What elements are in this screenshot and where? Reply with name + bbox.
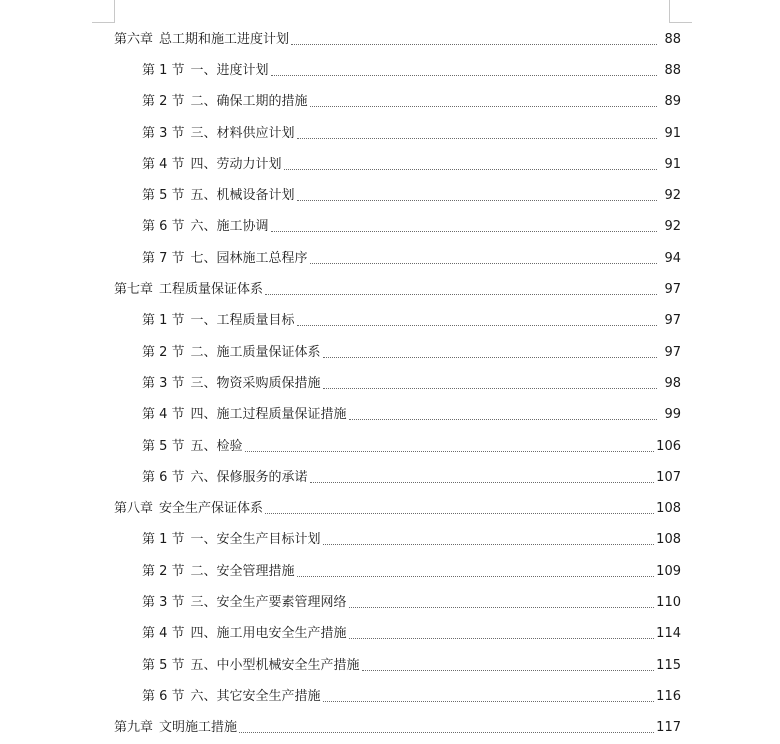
toc-dot-leader — [265, 513, 654, 514]
toc-entry-number: 第八章 — [114, 501, 154, 517]
toc-page-number: 98 — [664, 375, 681, 391]
toc-section-entry[interactable] — [0, 681, 780, 712]
toc-page-number: 91 — [664, 156, 681, 172]
toc-entry-title: 一、安全生产目标计划 — [190, 532, 321, 548]
toc-entry-line — [142, 251, 780, 267]
toc-page-number: 115 — [656, 657, 681, 673]
toc-entry-line — [142, 658, 780, 674]
toc-entry-number: 第九章 — [114, 720, 154, 736]
toc-entry-label — [142, 564, 295, 580]
toc-entry-number: 第 2 节 — [142, 94, 185, 110]
toc-entry-number: 第 1 节 — [142, 62, 185, 78]
toc-entry-title: 五、中小型机械安全生产措施 — [190, 657, 360, 673]
toc-entry-title: 四、施工过程质量保证措施 — [190, 407, 347, 423]
toc-entry-line — [142, 407, 780, 423]
toc-section-entry[interactable] — [0, 368, 780, 399]
toc-entry-number: 第 3 节 — [142, 594, 185, 610]
toc-dot-leader — [271, 75, 657, 76]
toc-dot-leader — [271, 231, 657, 232]
toc-entry-number: 第 5 节 — [142, 657, 185, 673]
toc-entry-title: 四、劳动力计划 — [190, 156, 282, 172]
toc-section-entry[interactable] — [0, 650, 780, 681]
toc-chapter-entry[interactable] — [0, 24, 780, 55]
toc-dot-leader — [291, 44, 657, 45]
toc-page-number: 106 — [656, 438, 681, 454]
toc-dot-leader — [310, 482, 655, 483]
table-of-contents — [0, 24, 780, 744]
toc-page-number: 99 — [664, 407, 681, 423]
toc-entry-number: 第 4 节 — [142, 407, 185, 423]
toc-dot-leader — [310, 106, 657, 107]
toc-entry-title: 总工期和施工进度计划 — [159, 31, 290, 47]
toc-page-number: 97 — [664, 282, 681, 298]
toc-entry-line — [142, 564, 780, 580]
toc-entry-line — [142, 345, 780, 361]
toc-section-entry[interactable] — [0, 55, 780, 86]
toc-page-number: 88 — [664, 31, 681, 47]
toc-entry-title: 五、检验 — [190, 438, 243, 454]
toc-entry-line — [142, 626, 780, 642]
toc-entry-line — [114, 32, 780, 48]
toc-entry-number: 第 2 节 — [142, 563, 185, 579]
toc-entry-label — [142, 157, 282, 173]
toc-page-number: 117 — [656, 720, 681, 736]
toc-page-number: 116 — [656, 688, 681, 704]
toc-entry-line — [142, 470, 780, 486]
toc-page-number: 107 — [656, 469, 681, 485]
toc-entry-line — [142, 63, 780, 79]
toc-entry-line — [142, 532, 780, 548]
toc-dot-leader — [362, 670, 655, 671]
toc-entry-number: 第 6 节 — [142, 688, 185, 704]
toc-dot-leader — [323, 357, 657, 358]
toc-entry-number: 第 5 节 — [142, 438, 185, 454]
toc-dot-leader — [239, 732, 654, 733]
toc-entry-line — [114, 282, 780, 298]
toc-page-number: 110 — [656, 594, 681, 610]
toc-section-entry[interactable] — [0, 243, 780, 274]
toc-entry-label — [142, 689, 321, 705]
toc-entry-line — [142, 219, 780, 235]
toc-page-number: 108 — [656, 501, 681, 517]
toc-entry-line — [142, 376, 780, 392]
toc-section-entry[interactable] — [0, 306, 780, 337]
toc-entry-line — [142, 595, 780, 611]
toc-entry-title: 三、材料供应计划 — [190, 125, 295, 141]
toc-entry-label — [142, 439, 243, 455]
toc-dot-leader — [297, 138, 657, 139]
toc-dot-leader — [297, 325, 657, 326]
toc-section-entry[interactable] — [0, 525, 780, 556]
toc-page-number: 89 — [664, 94, 681, 110]
toc-dot-leader — [323, 701, 655, 702]
toc-entry-title: 一、进度计划 — [190, 62, 269, 78]
toc-entry-label — [142, 626, 347, 642]
toc-dot-leader — [349, 638, 655, 639]
margin-corner-mark-right — [669, 0, 692, 23]
toc-dot-leader — [310, 263, 657, 264]
toc-dot-leader — [297, 200, 657, 201]
toc-entry-label — [142, 658, 360, 674]
toc-page-number: 92 — [664, 188, 681, 204]
toc-entry-label — [142, 407, 347, 423]
toc-section-entry[interactable] — [0, 462, 780, 493]
toc-entry-number: 第七章 — [114, 282, 154, 298]
toc-page-number: 97 — [664, 344, 681, 360]
margin-corner-mark-left — [92, 0, 115, 23]
toc-entry-label — [142, 188, 295, 204]
toc-entry-title: 四、施工用电安全生产措施 — [190, 626, 347, 642]
toc-entry-line — [142, 94, 780, 110]
toc-page-number: 91 — [664, 125, 681, 141]
toc-dot-leader — [297, 576, 655, 577]
toc-page-number: 92 — [664, 219, 681, 235]
toc-entry-number: 第 4 节 — [142, 156, 185, 172]
toc-entry-number: 第 6 节 — [142, 219, 185, 235]
toc-entry-label — [142, 532, 321, 548]
toc-section-entry[interactable] — [0, 212, 780, 243]
toc-entry-number: 第 3 节 — [142, 375, 185, 391]
toc-page-number: 108 — [656, 532, 681, 548]
toc-entry-number: 第 1 节 — [142, 313, 185, 329]
toc-page-number: 114 — [656, 626, 681, 642]
toc-entry-title: 工程质量保证体系 — [159, 282, 264, 298]
toc-entry-label — [142, 470, 308, 486]
toc-entry-number: 第 6 节 — [142, 469, 185, 485]
toc-entry-label — [142, 94, 308, 110]
toc-section-entry[interactable] — [0, 400, 780, 431]
toc-entry-line — [142, 313, 780, 329]
toc-entry-title: 二、确保工期的措施 — [190, 94, 308, 110]
toc-entry-line — [142, 157, 780, 173]
toc-entry-title: 文明施工措施 — [159, 720, 238, 736]
toc-entry-number: 第 4 节 — [142, 626, 185, 642]
toc-entry-title: 二、安全管理措施 — [190, 563, 295, 579]
toc-page-number: 109 — [656, 563, 681, 579]
toc-entry-title: 安全生产保证体系 — [159, 501, 264, 517]
toc-chapter-entry[interactable] — [0, 713, 780, 744]
toc-dot-leader — [323, 388, 657, 389]
toc-section-entry[interactable] — [0, 180, 780, 211]
toc-entry-number: 第 7 节 — [142, 250, 185, 266]
toc-section-entry[interactable] — [0, 337, 780, 368]
toc-entry-label — [142, 345, 321, 361]
toc-dot-leader — [265, 294, 657, 295]
toc-section-entry[interactable] — [0, 556, 780, 587]
toc-chapter-entry[interactable] — [0, 274, 780, 305]
toc-entry-label — [114, 282, 263, 298]
toc-entry-title: 七、园林施工总程序 — [190, 250, 308, 266]
toc-entry-title: 一、工程质量目标 — [190, 313, 295, 329]
toc-section-entry[interactable] — [0, 149, 780, 180]
toc-entry-line — [142, 126, 780, 142]
toc-entry-label — [114, 501, 263, 517]
toc-entry-label — [142, 219, 269, 235]
toc-entry-line — [142, 188, 780, 204]
toc-entry-number: 第 5 节 — [142, 188, 185, 204]
toc-entry-title: 三、安全生产要素管理网络 — [190, 594, 347, 610]
toc-dot-leader — [323, 544, 655, 545]
toc-entry-number: 第 2 节 — [142, 344, 185, 360]
toc-entry-label — [142, 376, 321, 392]
toc-entry-number: 第 3 节 — [142, 125, 185, 141]
toc-section-entry[interactable] — [0, 431, 780, 462]
toc-page-number: 94 — [664, 250, 681, 266]
toc-entry-number: 第 1 节 — [142, 532, 185, 548]
toc-entry-label — [142, 313, 295, 329]
toc-page-number: 88 — [664, 62, 681, 78]
toc-section-entry[interactable] — [0, 619, 780, 650]
toc-entry-line — [114, 720, 780, 736]
toc-entry-label — [142, 126, 295, 142]
toc-entry-label — [142, 251, 308, 267]
toc-entry-label — [114, 32, 289, 48]
toc-section-entry[interactable] — [0, 87, 780, 118]
toc-entry-title: 三、物资采购质保措施 — [190, 375, 321, 391]
toc-dot-leader — [284, 169, 657, 170]
toc-entry-label — [142, 63, 269, 79]
toc-chapter-entry[interactable] — [0, 493, 780, 524]
toc-section-entry[interactable] — [0, 118, 780, 149]
toc-entry-label — [114, 720, 237, 736]
toc-dot-leader — [349, 607, 655, 608]
toc-dot-leader — [349, 419, 657, 420]
toc-entry-title: 二、施工质量保证体系 — [190, 344, 321, 360]
toc-page-number: 97 — [664, 313, 681, 329]
toc-entry-line — [142, 689, 780, 705]
toc-entry-number: 第六章 — [114, 31, 154, 47]
toc-entry-title: 六、施工协调 — [190, 219, 269, 235]
toc-section-entry[interactable] — [0, 587, 780, 618]
toc-entry-line — [114, 501, 780, 517]
toc-dot-leader — [245, 451, 655, 452]
toc-entry-line — [142, 439, 780, 455]
toc-entry-label — [142, 595, 347, 611]
toc-entry-title: 六、其它安全生产措施 — [190, 688, 321, 704]
toc-entry-title: 六、保修服务的承诺 — [190, 469, 308, 485]
toc-entry-title: 五、机械设备计划 — [190, 188, 295, 204]
